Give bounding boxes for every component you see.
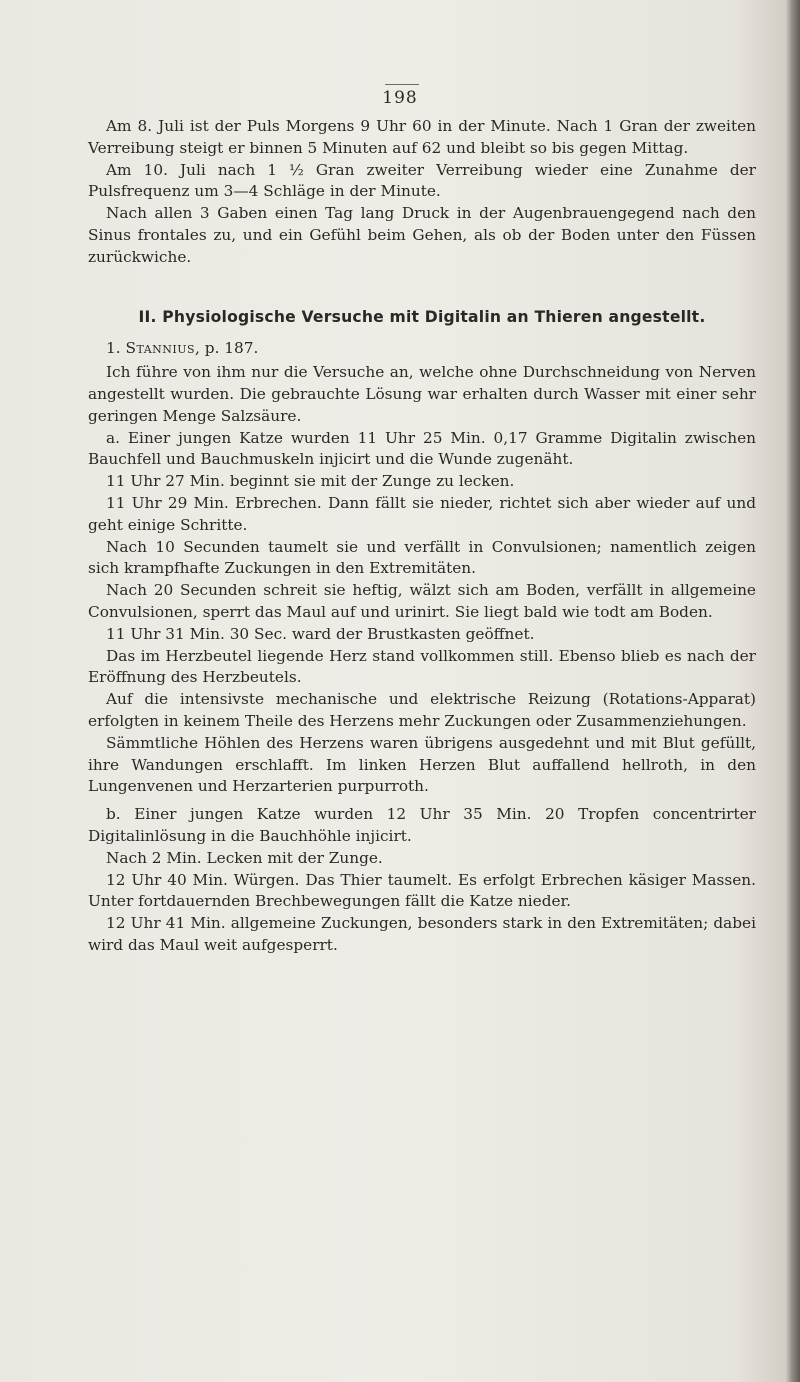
paragraph-11-27: 11 Uhr 27 Min. beginnt sie mit der Zunge zu lecken. (106, 472, 515, 491)
page-edge-shadow (786, 0, 800, 1382)
reference-number: 1. (106, 339, 121, 358)
paragraph-july-10: Am 10. Juli nach 1 ½ Gran zweiter Verreibung wieder eine Zunahme der Pulsfrequenz um 3—4 Schläge in der Minute. (88, 160, 756, 201)
paragraph-20-sec: Nach 20 Secunden schreit sie heftig, wälzt sich am Boden, verfällt in allgemeine Convulsionen, sperrt das Maul auf und urinirt. Sie liegt bald wie todt am Boden. (88, 581, 756, 621)
page-number-rule (385, 84, 419, 85)
paragraph-after-doses: Nach allen 3 Gaben einen Tag lang Druck in der Augenbrauengegend nach den Sinus frontales zu, und ein Gefühl beim Gehen, als ob der Boden unter den Füssen zurückwiche. (88, 204, 756, 266)
section-heading: II. Physiologische Versuche mit Digitalin an Thieren angestellt. (138, 307, 706, 326)
paragraph-11-29: 11 Uhr 29 Min. Erbrechen. Dann fällt sie nieder, richtet sich aber wieder auf und geht einige Schritte. (88, 493, 756, 534)
paragraph-cavities: Sämmtliche Höhlen des Herzens waren übrigens ausgedehnt und mit Blut gefüllt, ihre Wandungen erschlafft. Im linken Herzen Blut auffallend hellroth, in den Lungenvenen und Herzarterien purpurroth. (88, 733, 756, 796)
paragraph-july-8: Am 8. Juli ist der Puls Morgens 9 Uhr 60 in der Minute. Nach 1 Gran der zweiten Verreibung steigt er binnen 5 Minuten auf 62 und bleibt so bis gegen Mittag. (88, 117, 756, 157)
paragraph-intro: Ich führe von ihm nur die Versuche an, welche ohne Durchschneidung von Nerven angestellt wurden. Die gebrauchte Lösung war erhalten durch Wasser mit einer sehr geringen Menge Salzsäure. (88, 363, 756, 425)
reference-author: Stannius (125, 339, 196, 358)
reference-page: , p. 187. (195, 339, 259, 358)
paragraph-10-sec: Nach 10 Secunden taumelt sie und verfällt in Convulsionen; namentlich zeigen sich krampfhafte Zuckungen in den Extremitäten. (88, 537, 756, 578)
paragraph-12-41: 12 Uhr 41 Min. allgemeine Zuckungen, besonders stark in den Extremitäten; dabei wird das Maul weit aufgesperrt. (88, 914, 756, 954)
page-number: 198 (382, 88, 418, 108)
paragraph-experiment-a: a. Einer jungen Katze wurden 11 Uhr 25 Min. 0,17 Gramme Digitalin zwischen Bauchfell und Bauchmuskeln injicirt und die Wunde zugenäht. (88, 428, 756, 469)
paragraph-heart-still: Das im Herzbeutel liegende Herz stand vollkommen still. Ebenso blieb es nach der Eröffnung des Herzbeutels. (88, 646, 756, 687)
paragraph-experiment-b: b. Einer jungen Katze wurden 12 Uhr 35 Min. 20 Tropfen concentrirter Digitalinlösung in die Bauchhöhle injicirt. (88, 805, 756, 845)
paragraph-2-min: Nach 2 Min. Lecken mit der Zunge. (106, 848, 383, 867)
reference-line (88, 338, 756, 360)
paragraph-12-40: 12 Uhr 40 Min. Würgen. Das Thier taumelt. Es erfolgt Erbrechen käsiger Massen. Unter fortdauernden Brechbewegungen fällt die Katze nieder. (88, 870, 756, 911)
body-text (88, 116, 756, 957)
paragraph-11-31: 11 Uhr 31 Min. 30 Sec. ward der Brustkasten geöffnet. (106, 624, 535, 643)
paragraph-stimulation: Auf die intensivste mechanische und elektrische Reizung (Rotations-Apparat) erfolgten in keinem Theile des Herzens mehr Zuckungen oder Zusammenziehungen. (88, 690, 756, 730)
